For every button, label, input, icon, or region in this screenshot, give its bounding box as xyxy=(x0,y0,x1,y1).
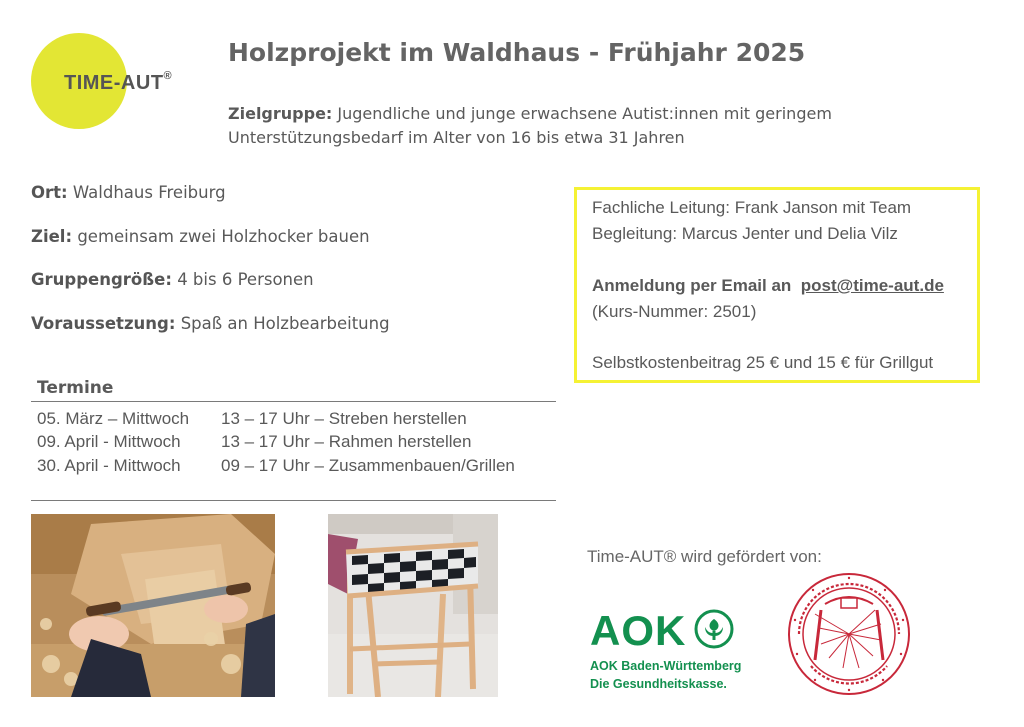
termine-title: Termine xyxy=(37,378,114,398)
email-link[interactable]: post@time-aut.de xyxy=(800,276,944,295)
stool-photo xyxy=(328,514,498,697)
info-requirement xyxy=(31,314,390,333)
target-group-text: Jugendliche und junge erwachsene Autist:innen mit geringem Unterstützungsbedarf im Alter von 16 bis etwa 31 Jahren xyxy=(228,104,832,147)
termine-date: 05. März – Mittwoch xyxy=(37,409,190,428)
info-value: Waldhaus Freiburg xyxy=(72,183,226,202)
target-group-label: Zielgruppe: xyxy=(228,104,333,123)
seiler-foundation-seal xyxy=(785,570,913,698)
aok-tree-icon xyxy=(694,609,734,649)
logo-text: TIME-AUT xyxy=(64,72,164,94)
termine-date: 09. April - Mittwoch xyxy=(37,432,181,451)
info-value: 4 bis 6 Personen xyxy=(177,270,314,289)
box-fee: Selbstkostenbeitrag 25 € und 15 € für Grillgut xyxy=(592,353,934,372)
termine-top-divider xyxy=(31,401,556,402)
register-label: Anmeldung per Email an xyxy=(592,276,792,295)
info-group-size xyxy=(31,270,314,289)
sponsors-title: Time-AUT® wird gefördert von: xyxy=(587,547,822,566)
box-course-number: (Kurs-Nummer: 2501) xyxy=(592,302,757,321)
aok-logo-text: AOK xyxy=(590,607,687,654)
info-value: Spaß an Holzbearbeitung xyxy=(180,314,390,333)
target-group xyxy=(228,102,928,150)
logo-wordmark xyxy=(64,72,172,95)
info-label: Ort: xyxy=(31,183,68,202)
info-label: Gruppengröße: xyxy=(31,270,172,289)
termine-info: 13 – 17 Uhr – Rahmen herstellen xyxy=(221,432,472,451)
aok-line2: Die Gesundheitskasse. xyxy=(590,677,727,691)
info-location xyxy=(31,183,226,202)
info-label: Voraussetzung: xyxy=(31,314,176,333)
termine-info: 13 – 17 Uhr – Streben herstellen xyxy=(221,409,467,428)
info-goal xyxy=(31,227,370,246)
box-registration xyxy=(592,276,944,296)
box-lead: Fachliche Leitung: Frank Janson mit Team xyxy=(592,198,912,217)
info-value: gemeinsam zwei Holzhocker bauen xyxy=(77,227,370,246)
logo-registered-mark: ® xyxy=(163,70,173,82)
info-label: Ziel: xyxy=(31,227,73,246)
page-title: Holzprojekt im Waldhaus - Frühjahr 2025 xyxy=(228,38,806,67)
termine-info: 09 – 17 Uhr – Zusammenbauen/Grillen xyxy=(221,456,515,475)
aok-line1: AOK Baden-Württemberg xyxy=(590,659,742,673)
termine-bottom-divider xyxy=(31,500,556,501)
termine-date: 30. April - Mittwoch xyxy=(37,456,181,475)
box-companion: Begleitung: Marcus Jenter und Delia Vilz xyxy=(592,224,898,243)
woodworking-photo xyxy=(31,514,275,697)
